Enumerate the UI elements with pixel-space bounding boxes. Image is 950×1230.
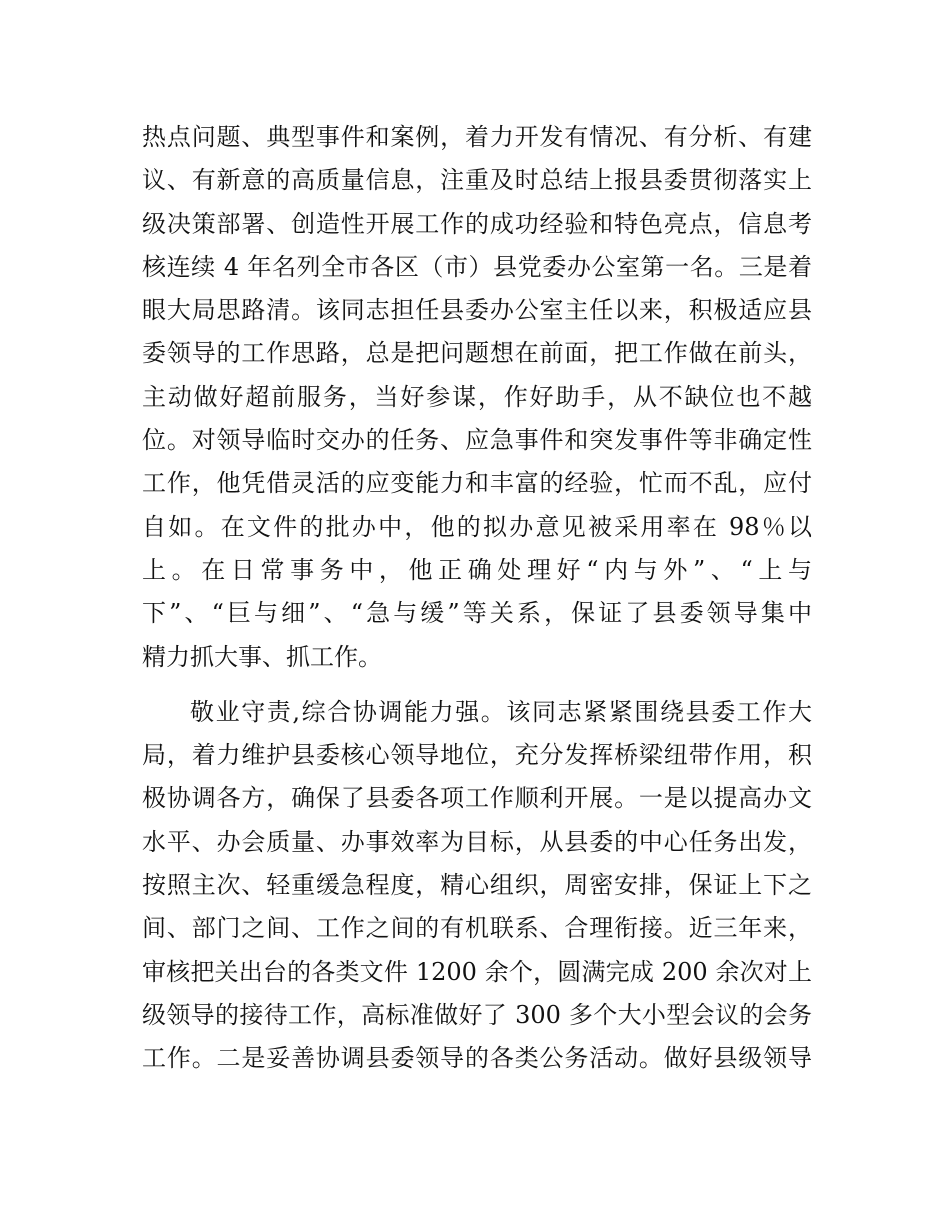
text-line: 眼大局思路清。该同志担任县委办公室主任以来，积极适应县 — [142, 296, 812, 325]
paragraph-gap — [142, 679, 812, 691]
text-line: 间、部门之间、工作之间的有机联系、合理衔接。近三年来， — [142, 914, 812, 943]
text-line: 敬业守责,综合协调能力强。该同志紧紧围绕县委工作大 — [190, 697, 812, 726]
text-line: 议、有新意的高质量信息，注重及时总结上报县委贯彻落实上 — [142, 166, 812, 195]
text-line: 审核把关出台的各类文件 1200 余个，圆满完成 200 余次对上 — [142, 957, 812, 986]
text-line: 工作。二是妥善协调县委领导的各类公务活动。做好县级领导 — [142, 1044, 812, 1073]
text-line: 局，着力维护县委核心领导地位，充分发挥桥梁纽带作用，积 — [142, 741, 812, 770]
text-line: 按照主次、轻重缓急程度，精心组织，周密安排，保证上下之 — [142, 871, 812, 900]
text-line: 上。在日常事务中，他正确处理好“内与外”、“上与 — [142, 555, 812, 584]
text-line: 精力抓大事、抓工作。 — [142, 642, 382, 671]
text-line: 级领导的接待工作，高标准做好了 300 多个大小型会议的会务 — [142, 1000, 812, 1029]
text-line: 极协调各方，确保了县委各项工作顺利开展。一是以提高办文 — [142, 784, 812, 813]
paragraph — [142, 116, 812, 679]
text-line: 核连续 4 年名列全市各区（市）县党委办公室第一名。三是着 — [142, 252, 812, 281]
text-line: 主动做好超前服务，当好参谋，作好助手，从不缺位也不越 — [142, 382, 812, 411]
text-line: 热点问题、典型事件和案例，着力开发有情况、有分析、有建 — [142, 123, 812, 151]
paragraph — [142, 691, 812, 1081]
text-line: 下”、“巨与细”、“急与缓”等关系，保证了县委领导集中 — [142, 599, 812, 628]
text-line: 工作，他凭借灵活的应变能力和丰富的经验，忙而不乱，应付 — [142, 469, 812, 498]
document-body — [142, 116, 812, 1081]
text-line: 委领导的工作思路，总是把问题想在前面，把工作做在前头， — [142, 339, 812, 368]
text-line: 级决策部署、创造性开展工作的成功经验和特色亮点，信息考 — [142, 209, 812, 238]
text-line: 水平、办会质量、办事效率为目标，从县委的中心任务出发， — [142, 827, 812, 856]
text-line: 自如。在文件的批办中，他的拟办意见被采用率在 98％以 — [142, 512, 812, 541]
text-line: 位。对领导临时交办的任务、应急事件和突发事件等非确定性 — [142, 426, 812, 455]
